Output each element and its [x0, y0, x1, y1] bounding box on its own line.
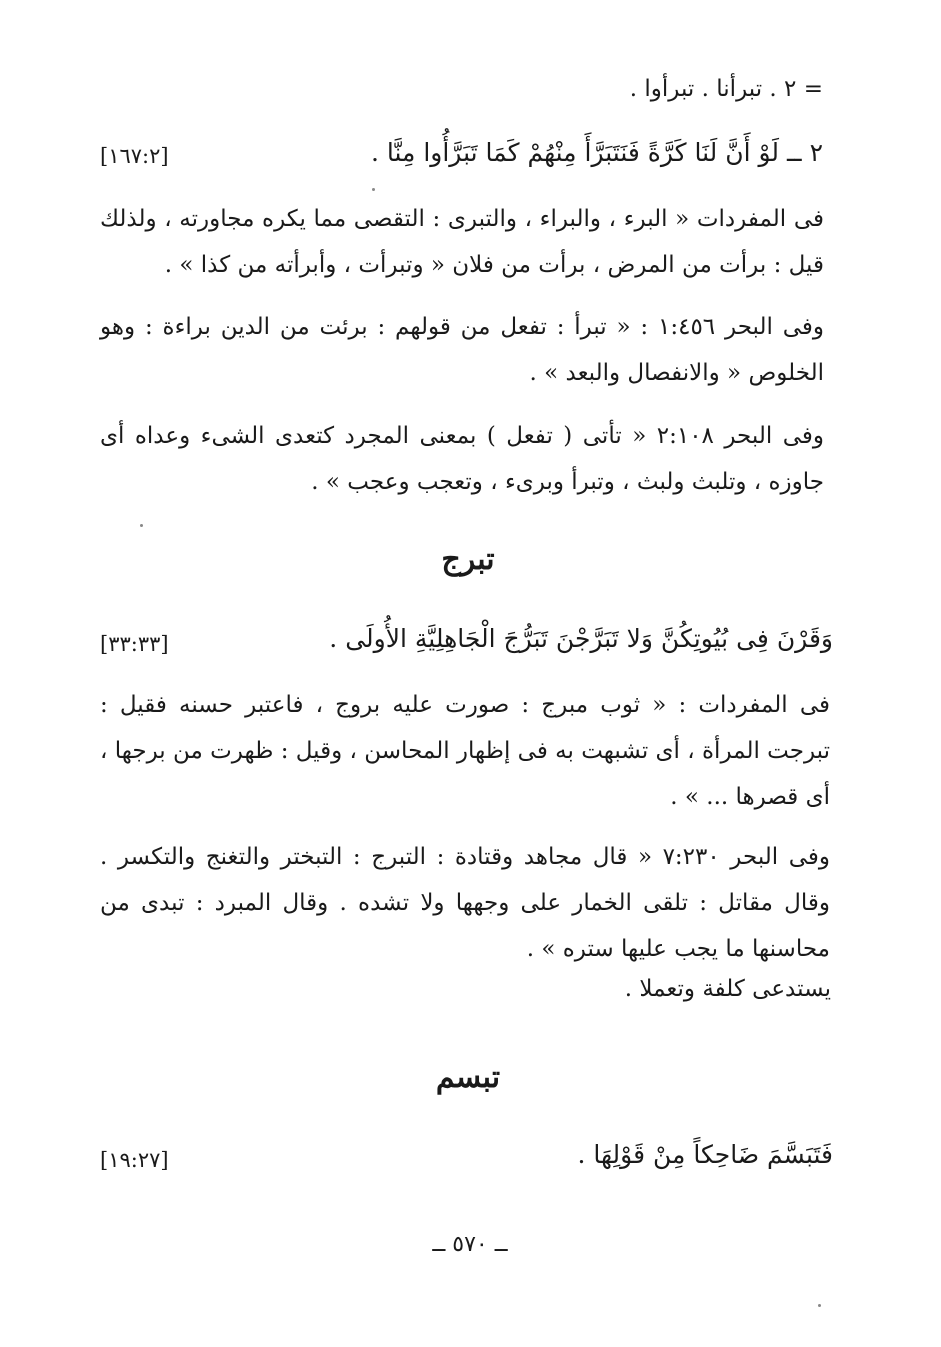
top-continuation-line: = ٢ . تبرأنا . تبرأوا . — [629, 76, 823, 102]
commentary-paragraph: وفى البحر ٢:١٠٨ « تأتى ( تفعل ) بمعنى المجرد كتعدى الشىء وعداه أى جاوزه ، وتلبث ولبث ، وتبرأ وبرىء ، وتعجب وعجب » . — [100, 423, 824, 495]
print-speck — [372, 188, 375, 191]
verse-line: ٢ ــ لَوْ أَنَّ لَنَا كَرَّةً فَنَتَبَرَّأَ مِنْهُمْ كَمَا تَبَرَّأُوا مِنَّا . — [370, 138, 823, 167]
page-number: ــ ٥٧٠ ــ — [432, 1232, 508, 1257]
verse-reference: [١٩:٢٧] — [100, 1148, 169, 1172]
commentary-paragraph: فى المفردات « البرء ، والبراء ، والتبرى : التقصى مما يكره مجاورته ، ولذلك قيل : برأت من المرض ، برأت من فلان « وتبرأت ، وأبرأته من كذا » . — [100, 206, 824, 278]
verse-reference: [٣٣:٣٣] — [100, 632, 169, 656]
commentary-paragraph: وفى البحر ١:٤٥٦ : « تبرأ : تفعل من قولهم : برئت من الدين براءة : وهو الخلوص « والانفصال والبعد » . — [100, 314, 824, 386]
print-speck — [818, 1304, 821, 1307]
verse-line: فَتَبَسَّمَ ضَاحِكاً مِنْ قَوْلِهَا . — [577, 1140, 833, 1169]
entry-heading: تبرج — [441, 542, 495, 577]
commentary-paragraph: وفى البحر ٧:٢٣٠ « قال مجاهد وقتادة : التبرج : التبختر والتغنج والتكسر . وقال مقاتل : تلقى الخمار على وجهها ولا تشده . وقال المبرد : تبدى من محاسنها ما يجب عليها ستره » . — [100, 844, 830, 962]
commentary-paragraph: فى المفردات : « ثوب مبرج : صورت عليه بروج ، فاعتبر حسنه فقيل : تبرجت المرأة ، أى تشبهت به فى إظهار المحاسن ، وقيل : ظهرت من برجها ، أى قصرها ... » . — [100, 692, 830, 810]
entry-heading: تبسم — [435, 1060, 501, 1095]
print-speck — [140, 524, 143, 527]
verse-line: وَقَرْنَ فِى بُيُوتِكُنَّ وَلا تَبَرَّجْنَ تَبَرُّجَ الْجَاهِلِيَّةِ الأُولَى . — [329, 624, 833, 653]
verse-reference: [١٦٧:٢] — [100, 144, 169, 168]
commentary-note: يستدعى كلفة وتعملا . — [624, 976, 831, 1002]
